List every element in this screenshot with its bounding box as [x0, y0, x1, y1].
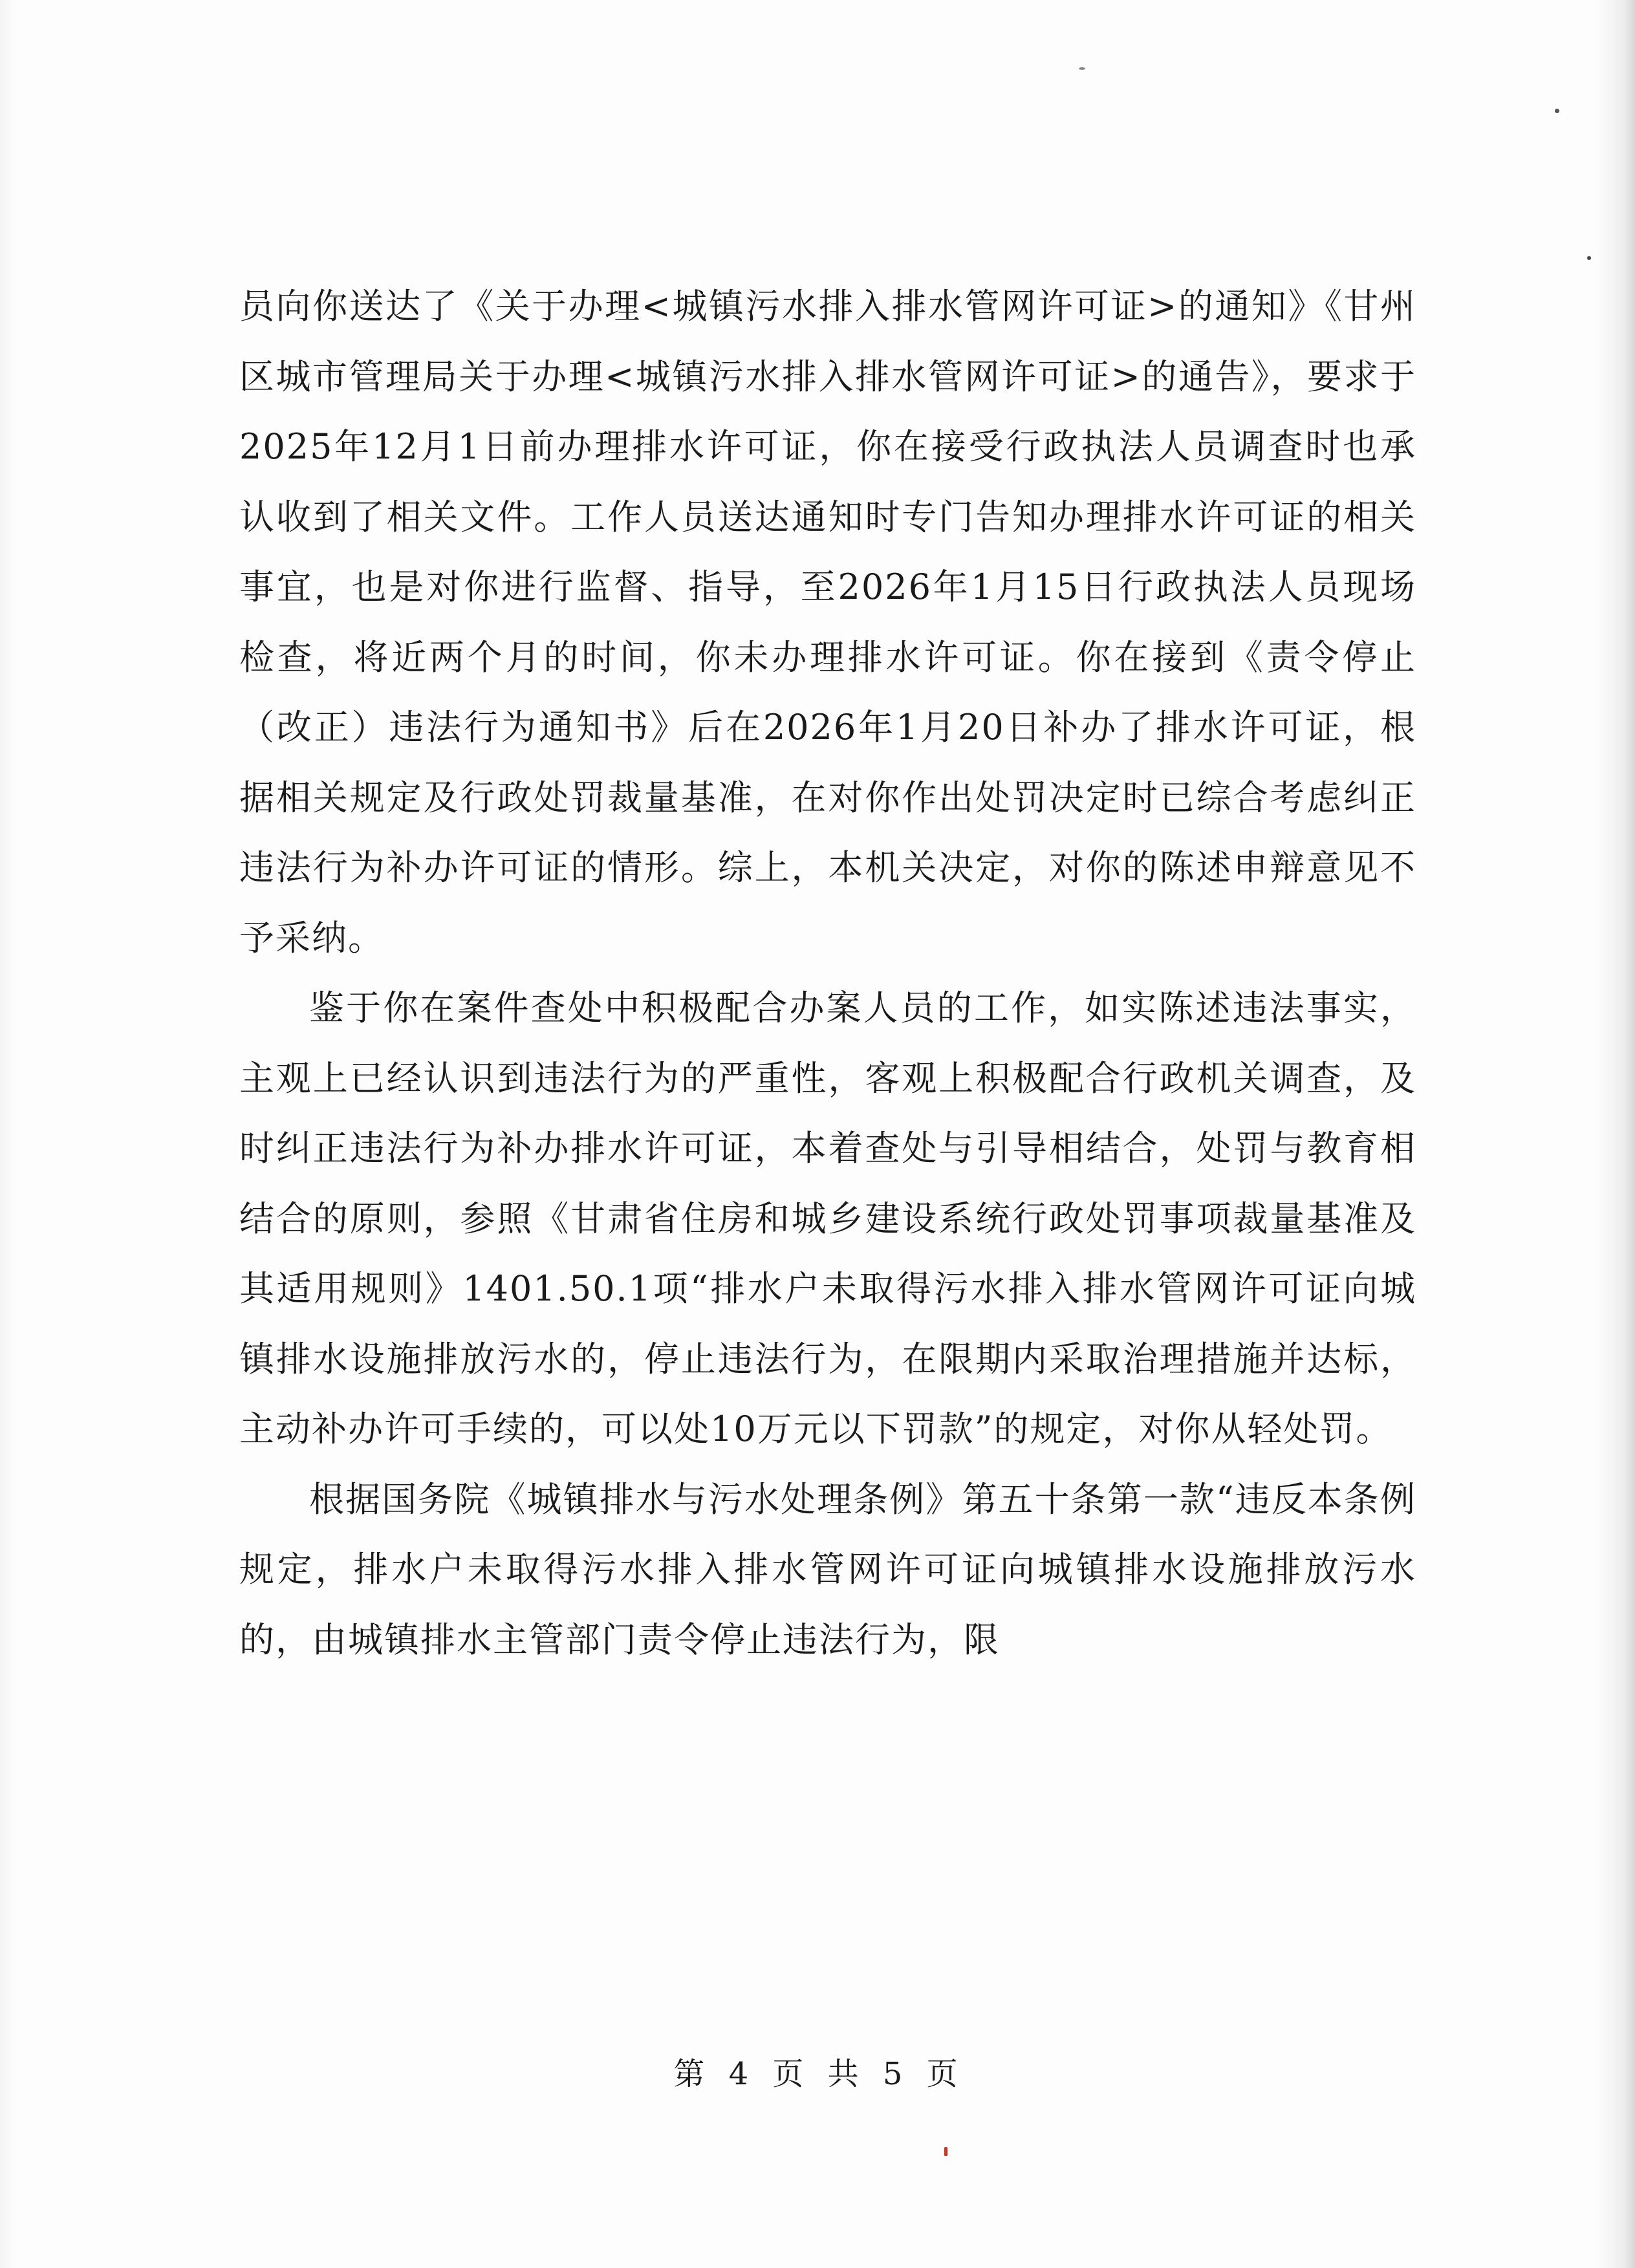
- page-number-footer: 第 4 页 共 5 页: [673, 2056, 962, 2092]
- scan-speck: [944, 2147, 947, 2156]
- paragraph-2: 鉴于你在案件查处中积极配合办案人员的工作，如实陈述违法事实，主观上已经认识到违法行为的严重性，客观上积极配合行政机关调查，及时纠正违法行为补办排水许可证，本着查处与引导相结合，处罚与教育相结合的原则，参照《甘肃省住房和城乡建设系统行政处罚事项裁量基准及其适用规则》1401.50.1项“排水户未取得污水排入排水管网许可证向城镇排水设施排放污水的，停止违法行为，在限期内采取治理措施并达标，主动补办许可手续的，可以处10万元以下罚款”的规定，对你从轻处罚。: [239, 988, 1416, 1449]
- scan-edge-right: [1596, 0, 1635, 2268]
- scan-speck: [1555, 109, 1559, 113]
- scan-speck: [1587, 256, 1591, 260]
- scan-speck: [1079, 67, 1085, 70]
- paragraph-3: 根据国务院《城镇排水与污水处理条例》第五十条第一款“违反本条例规定，排水户未取得污水排入排水管网许可证向城镇排水设施排放污水的，由城镇排水主管部门责令停止违法行为，限: [239, 1478, 1416, 1660]
- paragraph-1: 员向你送达了《关于办理<城镇污水排入排水管网许可证>的通知》《甘州区城市管理局关于办理<城镇污水排入排水管网许可证>的通告》，要求于2025年12月1日前办理排水许可证，你在接受行政执法人员调查时也承认收到了相关文件。工作人员送达通知时专门告知办理排水许可证的相关事宜，也是对你进行监督、指导，至2026年1月15日行政执法人员现场检查，将近两个月的时间，你未办理排水许可证。你在接到《责令停止（改正）违法行为通知书》后在2026年1月20日补办了排水许可证，根据相关规定及行政处罚裁量基准，在对你作出处罚决定时已综合考虑纠正违法行为补办许可证的情形。综上，本机关决定，对你的陈述申辩意见不予采纳。: [239, 286, 1416, 958]
- scan-edge-left: [0, 0, 16, 2268]
- document-body: [239, 272, 1416, 1675]
